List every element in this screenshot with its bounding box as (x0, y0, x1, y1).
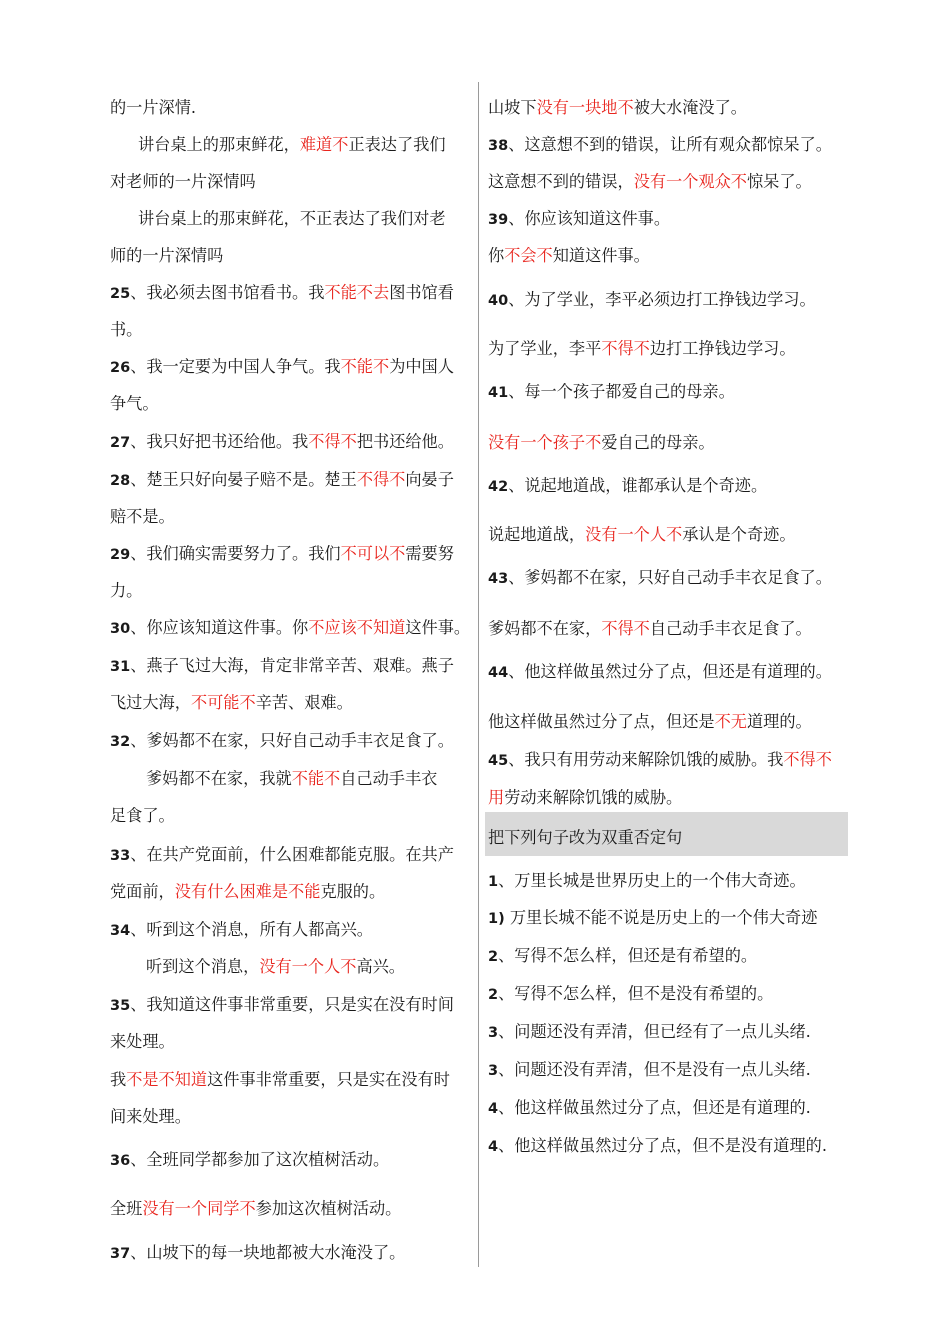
left-line (110, 730, 454, 752)
line-text: 、我只有用劳动来解除饥饿的威胁。我 (508, 750, 784, 769)
left-line (110, 655, 454, 677)
right-line (488, 661, 832, 683)
highlighted-text: 不得不 (601, 339, 650, 358)
line-text: 承认是个奇迹。 (682, 525, 796, 544)
right-line (488, 787, 682, 809)
left-line (110, 805, 175, 827)
item-number: 39 (488, 212, 509, 228)
line-text: 爹妈都不在家，我就 (146, 769, 292, 788)
highlighted-text: 难道不 (299, 135, 349, 154)
line-text: 爹妈都不在家， (488, 619, 602, 638)
item-number: 2 (488, 987, 499, 1003)
left-line (110, 282, 454, 304)
left-line (110, 171, 256, 193)
line-text: 赔不是。 (110, 507, 175, 526)
item-number: 42 (488, 479, 509, 495)
line-text: 飞过大海， (110, 693, 191, 712)
item-number: 30 (110, 621, 131, 637)
line-text: 、他这样做虽然过分了点，但还是有道理的。 (508, 662, 832, 681)
item-number: 4 (488, 1101, 499, 1117)
right-line (488, 567, 832, 589)
item-number: 1 (488, 874, 499, 890)
highlighted-text: 没有一个人不 (259, 957, 357, 976)
right-line (488, 524, 796, 546)
line-text: 这件事。 (405, 618, 471, 637)
right-line (488, 475, 767, 497)
line-text: 间来处理。 (110, 1107, 191, 1126)
left-line (110, 1106, 191, 1128)
line-text: 、写得不怎么样，但不是没有希望的。 (498, 984, 774, 1003)
left-line (110, 245, 223, 267)
highlighted-text: 不得不 (356, 470, 406, 489)
line-text: 道理的。 (747, 712, 812, 731)
line-text: 这意想不到的错误， (488, 172, 634, 191)
left-line (110, 1242, 405, 1264)
left-line (110, 393, 159, 415)
line-text: 、我们确实需要努力了。我们 (130, 544, 341, 563)
line-text: 为了学业，李平 (488, 339, 602, 358)
left-line (110, 1031, 175, 1053)
line-text: 说起地道战， (488, 525, 586, 544)
right-line (488, 618, 812, 640)
line-text: 力。 (110, 581, 143, 600)
line-text: 来处理。 (110, 1032, 175, 1051)
line-text: 正表达了我们 (348, 135, 446, 154)
line-text: 把书还给他。 (356, 432, 454, 451)
line-text: 、这意想不到的错误，让所有观众都惊呆了。 (508, 135, 832, 154)
item-number: 35 (110, 998, 131, 1014)
right-line (488, 1097, 811, 1119)
highlighted-text: 不应该不知道 (308, 618, 406, 637)
item-number: 45 (488, 753, 509, 769)
left-line (110, 1149, 389, 1171)
item-number: 36 (110, 1153, 131, 1169)
line-text: 山坡下 (488, 98, 537, 117)
right-line (488, 983, 773, 1005)
left-line (110, 844, 454, 866)
item-number: 27 (110, 435, 131, 451)
line-text: 全班 (110, 1199, 143, 1218)
right-line (488, 381, 735, 403)
line-text: 爱自己的母亲。 (601, 433, 715, 452)
item-number: 34 (110, 923, 131, 939)
right-line (488, 1021, 811, 1043)
line-text: 对老师的一片深情吗 (110, 172, 256, 191)
right-line (488, 171, 812, 193)
highlighted-text: 不得不 (601, 619, 650, 638)
line-text: 书。 (110, 320, 143, 339)
line-text: 、我知道这件事非常重要，只是实在没有时间 (130, 995, 454, 1014)
line-text: 讲台桌上的那束鲜花，不正表达了我们对老 (138, 209, 446, 228)
line-text: 、你应该知道这件事。 (508, 209, 671, 228)
line-text: 、爹妈都不在家，只好自己动手丰衣足食了。 (508, 568, 832, 587)
item-number: 29 (110, 547, 131, 563)
highlighted-text: 不是不知道 (126, 1070, 208, 1089)
line-text: 自己动手丰衣足食了。 (649, 619, 812, 638)
line-text: 、我必须去图书馆看书。我 (130, 283, 325, 302)
line-text: 万里长城不能不说是历史上的一个伟大奇迹 (504, 908, 818, 927)
line-text: 党面前， (110, 882, 175, 901)
item-number: 4 (488, 1139, 499, 1155)
highlighted-text: 不能不 (340, 357, 390, 376)
line-text: 争气。 (110, 394, 159, 413)
line-text: 、说起地道战，谁都承认是个奇迹。 (508, 476, 768, 495)
line-text: 把下列句子改为双重否定句 (488, 828, 683, 847)
line-text: 辛苦、艰难。 (255, 693, 353, 712)
item-number: 33 (110, 848, 131, 864)
item-number: 26 (110, 360, 131, 376)
left-line (138, 208, 446, 230)
highlighted-text: 没有一个同学不 (142, 1199, 256, 1218)
item-number: 25 (110, 286, 131, 302)
item-number: 43 (488, 571, 509, 587)
right-line (488, 432, 715, 454)
line-text: 、燕子飞过大海，肯定非常辛苦、艰难。燕子 (130, 656, 454, 675)
line-text: 这件事非常重要，只是实在没有时 (207, 1070, 450, 1089)
line-text: 图书馆看 (389, 283, 454, 302)
left-line (110, 617, 470, 639)
line-text: 自己动手丰衣 (340, 769, 438, 788)
line-text: 向晏子 (405, 470, 454, 489)
line-text: 、你应该知道这件事。你 (130, 618, 309, 637)
left-line (110, 994, 454, 1016)
column-divider (478, 82, 479, 1267)
line-text: 、山坡下的每一块地都被大水淹没了。 (130, 1243, 406, 1262)
line-text: 我 (110, 1070, 127, 1089)
left-line (110, 881, 385, 903)
left-line (110, 319, 142, 341)
line-text: 被大水淹没了。 (633, 98, 747, 117)
highlighted-text: 没有一个观众不 (633, 172, 747, 191)
line-text: 、爹妈都不在家，只好自己动手丰衣足食了。 (130, 731, 454, 750)
right-line (488, 945, 757, 967)
line-text: 为中国人 (389, 357, 454, 376)
line-text: 边打工挣钱边学习。 (649, 339, 796, 358)
line-text: 、在共产党面前，什么困难都能克服。在共产 (130, 845, 454, 864)
line-text: 、写得不怎么样，但还是有希望的。 (498, 946, 758, 965)
line-text: 高兴。 (356, 957, 405, 976)
right-line (488, 97, 747, 119)
left-line (146, 956, 405, 978)
left-line (110, 469, 454, 491)
item-number: 3 (488, 1025, 499, 1041)
item-number: 37 (110, 1246, 131, 1262)
highlighted-text: 没有一块地不 (536, 98, 634, 117)
left-line (110, 692, 353, 714)
line-text: 他这样做虽然过分了点，但还是 (488, 712, 715, 731)
highlighted-text: 不无 (714, 712, 747, 731)
line-text: 克服的。 (320, 882, 386, 901)
item-number: 41 (488, 385, 509, 401)
left-line (110, 431, 454, 453)
left-line (110, 919, 373, 941)
left-line (110, 506, 175, 528)
left-line (138, 134, 446, 156)
highlighted-text: 没有一个孩子不 (488, 433, 602, 452)
line-text: 足食了。 (110, 806, 175, 825)
left-line (110, 97, 196, 119)
item-number: 28 (110, 473, 131, 489)
left-line (110, 1198, 401, 1220)
line-text: 、为了学业，李平必须边打工挣钱边学习。 (508, 290, 816, 309)
right-line (488, 1059, 811, 1081)
highlighted-text: 不能不去 (324, 283, 390, 302)
line-text: 需要努 (405, 544, 454, 563)
highlighted-text: 不可以不 (340, 544, 406, 563)
item-number: 38 (488, 138, 509, 154)
line-text: 师的一片深情吗 (110, 246, 224, 265)
line-text: 你 (488, 246, 505, 265)
highlighted-text: 用 (488, 788, 505, 807)
highlighted-text: 不会不 (504, 246, 553, 265)
line-text: 、我只好把书还给他。我 (130, 432, 309, 451)
line-text: 听到这个消息， (146, 957, 260, 976)
line-text: 、问题还没有弄清，但不是没有一点儿头绪. (498, 1060, 811, 1079)
line-text: 、我一定要为中国人争气。我 (130, 357, 341, 376)
item-number: 44 (488, 665, 509, 681)
right-line (488, 1135, 827, 1157)
line-text: 、他这样做虽然过分了点，但不是没有道理的. (498, 1136, 827, 1155)
right-line (488, 338, 796, 360)
item-number: 1) (488, 911, 505, 927)
item-number: 2 (488, 949, 499, 965)
left-line (146, 768, 437, 790)
line-text: 知道这件事。 (552, 246, 650, 265)
item-number: 32 (110, 734, 131, 750)
left-line (110, 1069, 450, 1091)
left-line (110, 543, 454, 565)
item-number: 40 (488, 293, 509, 309)
right-line (488, 289, 816, 311)
item-number: 3 (488, 1063, 499, 1079)
line-text: 、问题还没有弄清，但已经有了一点儿头绪. (498, 1022, 811, 1041)
right-line (488, 208, 670, 230)
line-text: 、全班同学都参加了这次植树活动。 (130, 1150, 390, 1169)
line-text: 惊呆了。 (747, 172, 812, 191)
line-text: 劳动来解除饥饿的威胁。 (504, 788, 683, 807)
highlighted-text: 不得不 (308, 432, 357, 451)
highlighted-text: 不得不 (783, 750, 832, 769)
highlighted-text: 没有什么困难是不能 (174, 882, 321, 901)
line-text: 、每一个孩子都爱自己的母亲。 (508, 382, 735, 401)
line-text: 、听到这个消息，所有人都高兴。 (130, 920, 373, 939)
line-text: 讲台桌上的那束鲜花， (138, 135, 300, 154)
highlighted-text: 不可能不 (190, 693, 256, 712)
right-line (488, 827, 682, 849)
line-text: 、万里长城是世界历史上的一个伟大奇迹。 (498, 871, 806, 890)
highlighted-text: 不能不 (291, 769, 341, 788)
right-line (488, 134, 832, 156)
line-text: 、他这样做虽然过分了点，但还是有道理的. (498, 1098, 811, 1117)
line-text: 、楚王只好向晏子赔不是。楚王 (130, 470, 357, 489)
right-line (488, 907, 817, 929)
left-line (110, 356, 454, 378)
highlighted-text: 没有一个人不 (585, 525, 683, 544)
line-text: 参加这次植树活动。 (255, 1199, 402, 1218)
right-line (488, 711, 812, 733)
line-text: 的一片深情. (110, 98, 197, 117)
right-line (488, 870, 806, 892)
left-line (110, 580, 142, 602)
item-number: 31 (110, 659, 131, 675)
right-line (488, 749, 832, 771)
right-line (488, 245, 650, 267)
